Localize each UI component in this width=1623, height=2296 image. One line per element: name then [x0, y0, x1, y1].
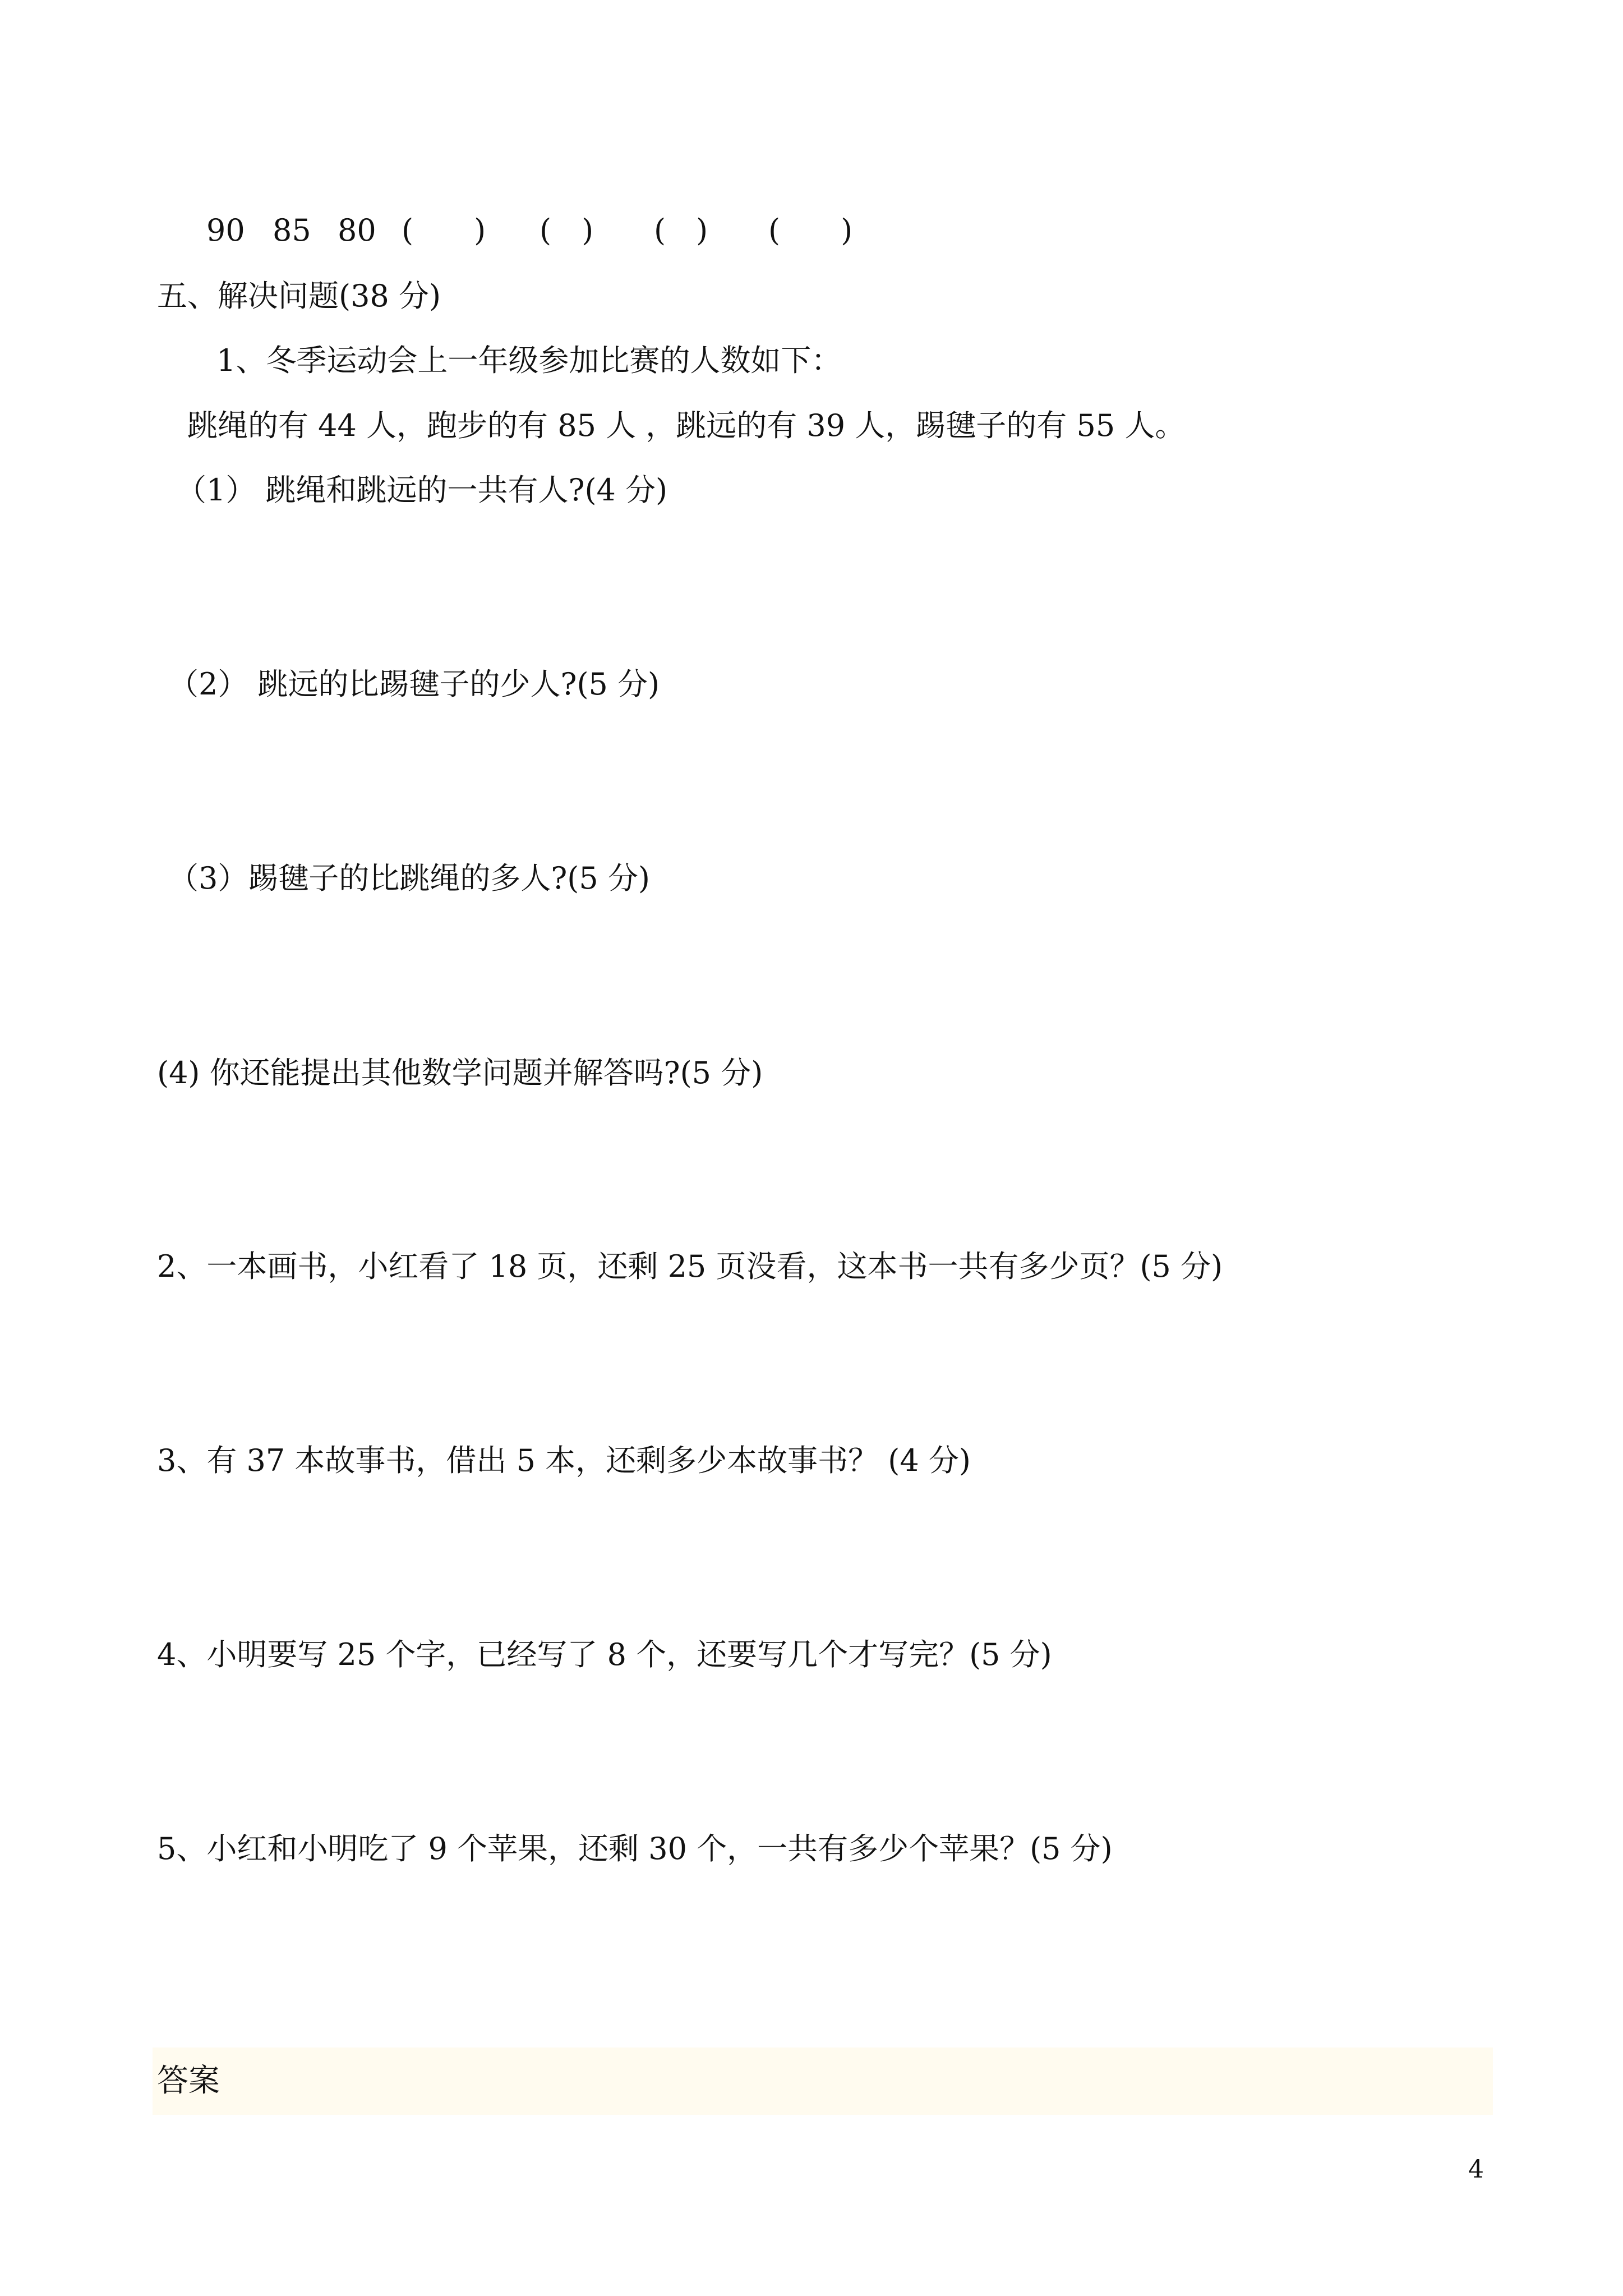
question-1-data: 跳绳的有 44 人，跑步的有 85 人 ，跳远的有 39 人，踢毽子的有 55 人。 — [187, 408, 1186, 443]
question-1-sub-1: （1） 跳绳和跳远的一共有人?(4 分) — [176, 472, 668, 508]
question-4: 4、小明要写 25 个字，已经写了 8 个，还要写几个才写完？(5 分) — [157, 1637, 1052, 1672]
sequence-number: 85 — [273, 213, 311, 248]
sequence-blank: ( ) — [768, 213, 853, 248]
question-2: 2、一本画书，小红看了 18 页，还剩 25 页没看，这本书一共有多少页？(5 分) — [157, 1249, 1223, 1284]
sequence-blank: ( ) — [654, 213, 708, 248]
page-number: 4 — [1468, 2155, 1484, 2184]
question-3: 3、有 37 本故事书，借出 5 本，还剩多少本故事书？ (4 分) — [157, 1443, 971, 1478]
sequence-number: 80 — [338, 213, 376, 248]
section-heading: 五、解决问题(38 分) — [157, 278, 441, 314]
sequence-blank: ( ) — [402, 213, 486, 248]
answer-title: 答案 — [157, 2063, 220, 2099]
question-5: 5、小红和小明吃了 9 个苹果，还剩 30 个，一共有多少个苹果？(5 分) — [157, 1831, 1113, 1866]
question-1-sub-2: （2） 跳远的比踢毽子的少人?(5 分) — [168, 666, 660, 702]
question-1-sub-3: （3）踢毽子的比跳绳的多人?(5 分) — [168, 861, 650, 896]
question-1-intro: 1、冬季运动会上一年级参加比赛的人数如下： — [216, 343, 842, 378]
sequence-blank: ( ) — [540, 213, 594, 248]
sequence-number: 90 — [206, 213, 245, 248]
answer-section — [153, 2047, 1493, 2115]
question-1-sub-4: (4) 你还能提出其他数学问题并解答吗?(5 分) — [157, 1055, 763, 1091]
